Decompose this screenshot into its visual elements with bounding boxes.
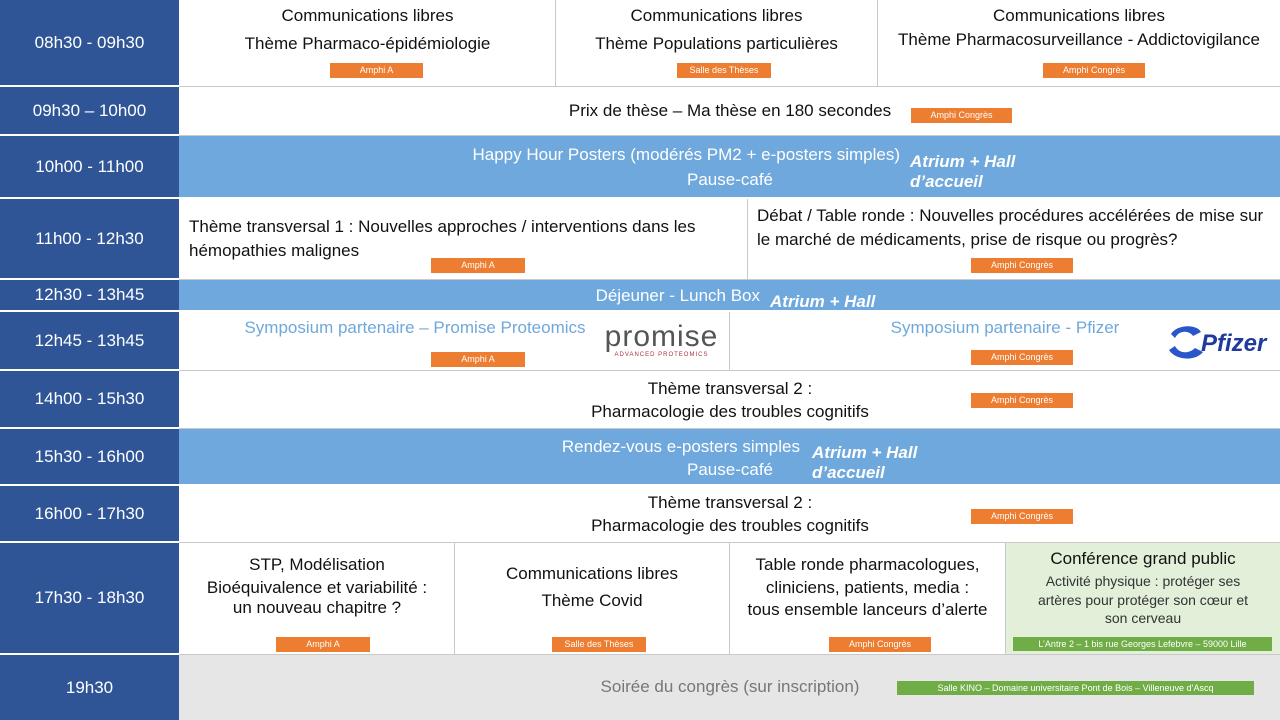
room-tag: Salle des Thèses: [552, 637, 646, 652]
time-slot: [0, 199, 179, 280]
room-tag: Amphi A: [276, 637, 370, 652]
session-title: Symposium partenaire – Promise Proteomics: [244, 318, 586, 337]
time-slot: [0, 429, 179, 486]
time-label: 15h30 - 16h00: [34, 446, 145, 466]
column-divider: [747, 199, 748, 280]
session-title: Prix de thèse – Ma thèse en 180 secondes: [568, 101, 892, 120]
break-title: Happy Hour Posters (modérés PM2 + e-posters simples): [472, 145, 900, 164]
pfizer-swirl-icon: [1165, 320, 1205, 364]
session-title: Thème transversal 1 : Nouvelles approches / interventions dans les hémopathies malignes: [189, 217, 696, 260]
session-theme: Thème Populations particulières: [595, 34, 838, 53]
time-label: 14h00 - 15h30: [34, 389, 145, 408]
time-label: 08h30 - 09h30: [34, 32, 145, 52]
evening-title: Soirée du congrès (sur inscription): [600, 677, 860, 696]
session-theme: cliniciens, patients, media :: [765, 578, 970, 597]
session-theme: Pharmacologie des troubles cognitifs: [591, 402, 869, 421]
logo-wordmark: Pfizer: [1201, 330, 1267, 357]
session-theme: Pharmacologie des troubles cognitifs: [591, 516, 869, 535]
session-theme: son cerveau: [1104, 610, 1182, 626]
time-slot: [0, 0, 179, 87]
session-theme: Thème Covid: [541, 591, 643, 610]
time-slot: [0, 655, 179, 720]
session-title: Communications libres: [993, 6, 1165, 25]
location-note: Atrium + Hall d’accueil: [812, 443, 918, 482]
time-label: 12h45 - 13h45: [34, 330, 145, 350]
room-tag: Amphi Congrès: [971, 350, 1073, 365]
room-tag: Amphi Congrès: [971, 258, 1073, 273]
session-title: Table ronde pharmacologues,: [755, 555, 980, 574]
break-subtitle: Pause-café: [687, 170, 773, 189]
time-label: 17h30 - 18h30: [34, 588, 145, 607]
promise-logo: [604, 322, 719, 362]
time-slot: [0, 371, 179, 429]
location-note: Atrium + Hall: [770, 292, 876, 311]
room-tag: Amphi Congrès: [829, 637, 931, 652]
session-title: Communications libres: [281, 6, 454, 25]
time-slot: [0, 87, 179, 136]
time-label: 09h30 – 10h00: [32, 100, 147, 120]
time-slot: [0, 486, 179, 543]
time-label: 11h00 - 12h30: [35, 228, 144, 248]
session-title: Communications libres: [506, 564, 678, 583]
venue-tag: Salle KINO – Domaine universitaire Pont de Bois – Villeneuve d’Ascq: [897, 681, 1254, 695]
time-slot: [0, 136, 179, 199]
session-title: Débat / Table ronde : Nouvelles procédures accélérées de mise sur le marché de médicaments, prise de risque ou progrès?: [757, 206, 1264, 249]
room-tag: Amphi A: [431, 258, 525, 273]
room-tag: Amphi Congrès: [971, 393, 1073, 408]
session-theme: Thème Pharmaco-épidémiologie: [244, 34, 491, 53]
room-tag: Amphi A: [431, 352, 525, 367]
logo-wordmark: promise: [604, 320, 719, 353]
session-theme: Thème Pharmacosurveillance - Addictovigilance: [898, 30, 1260, 49]
session-theme: Activité physique : protéger ses: [1045, 573, 1241, 589]
session-title: Symposium partenaire - Pfizer: [890, 318, 1120, 337]
room-tag: Amphi Congrès: [971, 509, 1073, 524]
venue-tag: L’Antre 2 – 1 bis rue Georges Lefebvre – 59000 Lille: [1013, 637, 1272, 651]
session-title: Thème transversal 2 :: [647, 379, 813, 398]
pfizer-logo: [1165, 320, 1275, 364]
session-title: Communications libres: [630, 6, 803, 25]
time-label: 19h30: [65, 677, 114, 697]
session-title: Thème transversal 2 :: [647, 493, 813, 512]
session-title: Conférence grand public: [1050, 549, 1236, 568]
room-tag: Salle des Thèses: [677, 63, 771, 78]
time-label: 12h30 - 13h45: [34, 285, 145, 304]
time-label: 16h00 - 17h30: [34, 503, 145, 523]
break-title: Rendez-vous e-posters simples: [561, 437, 800, 456]
break-subtitle: Pause-café: [687, 460, 773, 479]
logo-tagline: ADVANCED PROTEOMICS: [614, 352, 709, 358]
room-tag: Amphi A: [330, 63, 423, 78]
session-theme: tous ensemble lanceurs d’alerte: [747, 600, 988, 619]
time-slot: [0, 280, 179, 312]
session-theme: un nouveau chapitre ?: [232, 598, 402, 617]
room-tag: Amphi Congrès: [1043, 63, 1145, 78]
time-slot: [0, 312, 179, 371]
time-label: 10h00 - 11h00: [35, 156, 144, 176]
column-divider: [729, 312, 730, 371]
session-title: STP, Modélisation: [249, 555, 385, 574]
time-slot: [0, 543, 179, 655]
location-note: Atrium + Hall d’accueil: [910, 152, 1016, 191]
room-tag: Amphi Congrès: [911, 108, 1012, 123]
session-theme: Bioéquivalence et variabilité :: [206, 578, 428, 597]
break-title: Déjeuner - Lunch Box: [595, 286, 760, 305]
session-theme: artères pour protéger son cœur et: [1037, 592, 1249, 608]
